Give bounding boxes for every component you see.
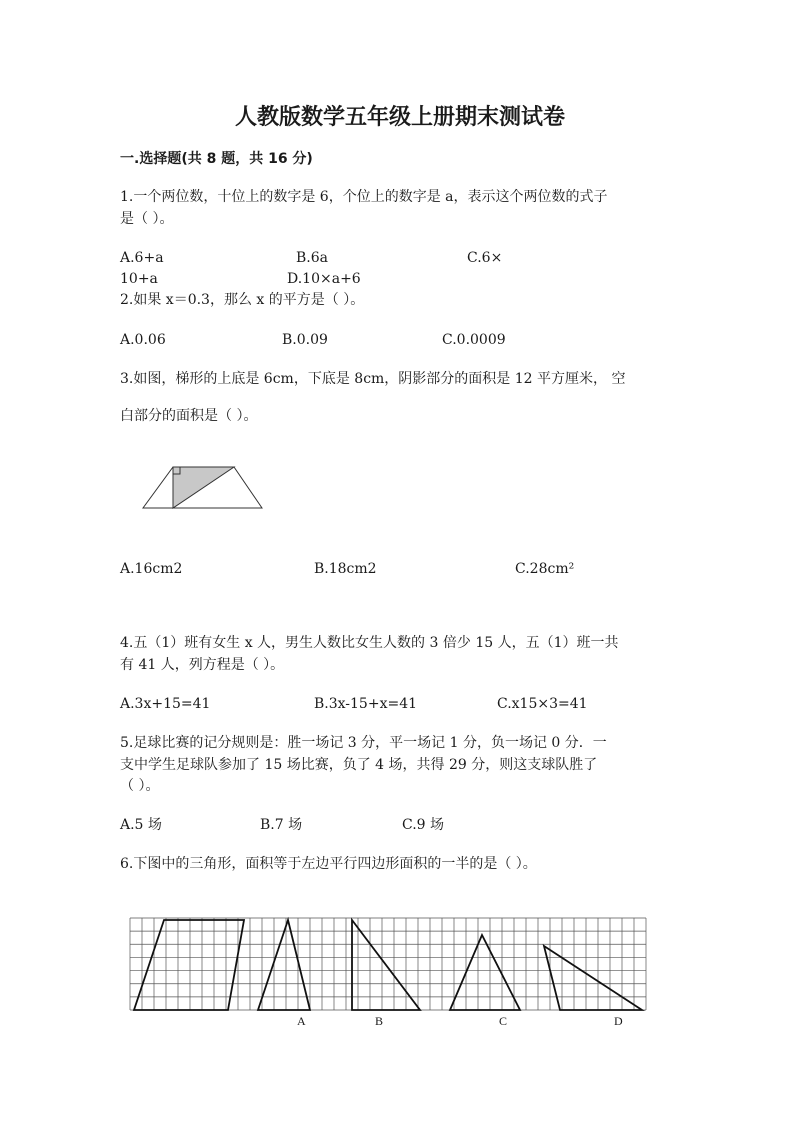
parallelogram-shape: [134, 920, 244, 1010]
figure-label-b: B: [375, 1014, 384, 1028]
question-1-text-cont: 是（ ）。: [120, 211, 174, 227]
q1-option-a[interactable]: A.6+a: [120, 250, 164, 266]
figure-label-c: C: [499, 1014, 508, 1028]
q2-option-b[interactable]: B.0.09: [282, 332, 328, 348]
q1-option-c[interactable]: C.6×: [467, 250, 503, 266]
question-1-text: 1.一个两位数，十位上的数字是 6，个位上的数字是 a，表示这个两位数的式子: [120, 189, 608, 205]
question-3-text-cont: 白部分的面积是（ ）。: [120, 408, 258, 424]
q1-option-c-cont: 10+a: [120, 271, 158, 287]
q2-option-a[interactable]: A.0.06: [120, 332, 166, 348]
q3-option-a[interactable]: A.16cm2: [120, 561, 183, 577]
figure-label-d: D: [614, 1014, 623, 1028]
question-5-text-cont: 支中学生足球队参加了 15 场比赛，负了 4 场，共得 29 分，则这支球队胜了: [120, 757, 598, 773]
q4-option-b[interactable]: B.3x-15+x=41: [314, 696, 418, 712]
q2-option-c[interactable]: C.0.0009: [442, 332, 506, 348]
question-3-text: 3.如图，梯形的上底是 6cm，下底是 8cm，阴影部分的面积是 12 平方厘米， 空: [120, 371, 626, 387]
shaded-triangle: [173, 467, 234, 508]
q4-option-c[interactable]: C.x15×3=41: [497, 696, 588, 712]
section-heading: 一.选择题(共 8 题，共 16 分): [120, 151, 313, 167]
page-title: 人教版数学五年级上册期末测试卷: [234, 105, 565, 130]
q3-option-c[interactable]: C.28cm²: [515, 561, 575, 577]
question-5-text-cont2: （ ）。: [120, 778, 160, 794]
question-2-text: 2.如果 x＝0.3，那么 x 的平方是（ ）。: [120, 292, 365, 308]
triangle-c-shape: [450, 935, 520, 1010]
question-4-text-cont: 有 41 人，列方程是（ ）。: [120, 657, 285, 673]
q4-option-a[interactable]: A.3x+15=41: [120, 696, 211, 712]
question-6-text: 6.下图中的三角形，面积等于左边平行四边形面积的一半的是（ ）。: [120, 856, 537, 872]
q1-option-b[interactable]: B.6a: [296, 250, 328, 266]
q1-option-d[interactable]: D.10×a+6: [287, 271, 361, 287]
q5-option-c[interactable]: C.9 场: [402, 817, 445, 833]
triangle-d-shape: [544, 946, 642, 1010]
q5-option-b[interactable]: B.7 场: [260, 817, 303, 833]
figure-label-a: A: [297, 1014, 306, 1028]
triangle-a-shape: [258, 920, 310, 1010]
question-5-text: 5.足球比赛的记分规则是：胜一场记 3 分，平一场记 1 分，负一场记 0 分．一: [120, 735, 607, 751]
trapezoid-figure: [140, 462, 265, 512]
q5-option-a[interactable]: A.5 场: [120, 817, 162, 833]
grid-figure: [130, 918, 646, 1010]
question-4-text: 4.五（1）班有女生 x 人，男生人数比女生人数的 3 倍少 15 人，五（1）班一共: [120, 635, 619, 651]
triangle-b-shape: [352, 920, 420, 1010]
q3-option-b[interactable]: B.18cm2: [314, 561, 377, 577]
